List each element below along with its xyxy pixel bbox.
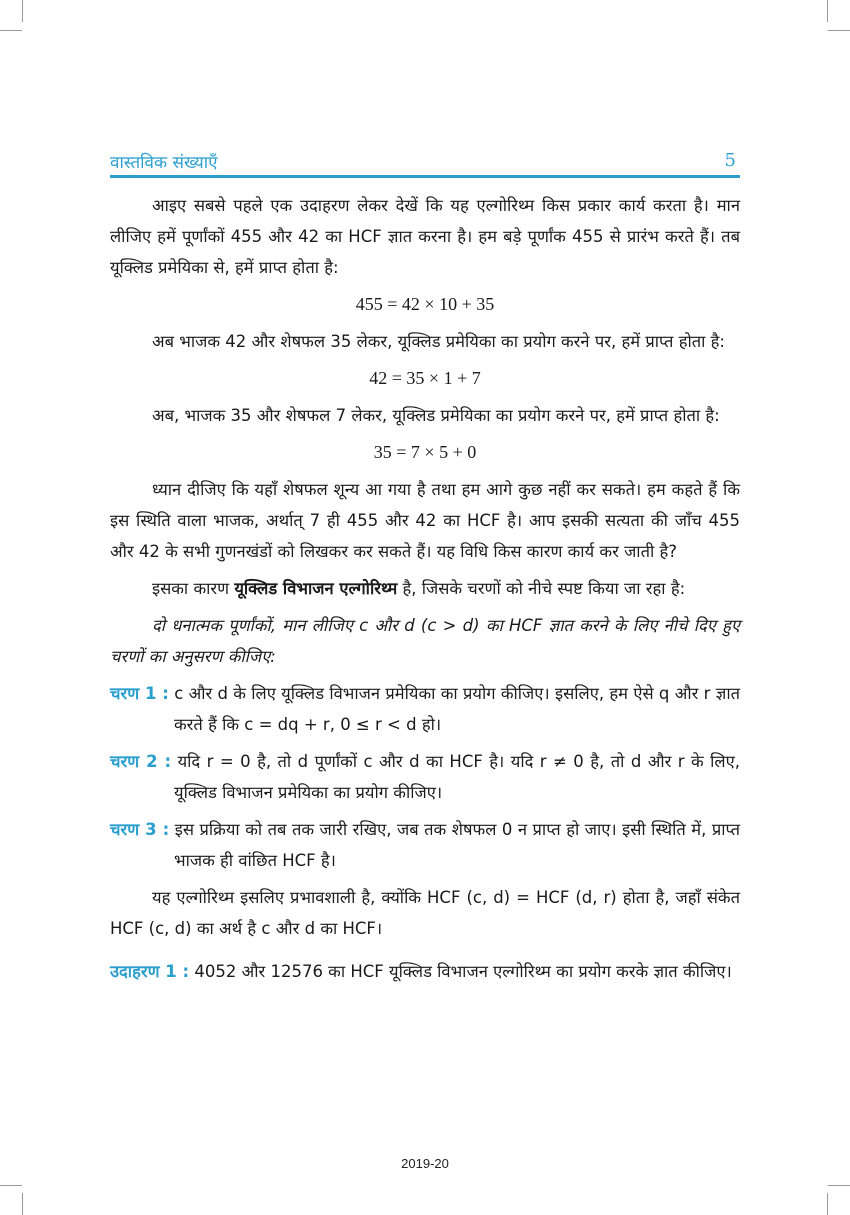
paragraph-italic: दो धनात्मक पूर्णांकों, मान लीजिए c और d (c > d) का HCF ज्ञात करने के लिए नीचे दिए हुए चरणों का अनुसरण कीजिए: [110, 616, 740, 666]
page-body [110, 190, 740, 987]
chapter-title: वास्तविक संख्याएँ [110, 153, 218, 173]
crop-mark [827, 1193, 828, 1215]
step-label: चरण 2 : [110, 752, 172, 771]
crop-mark [828, 30, 850, 31]
example-label: उदाहरण 1 : [110, 962, 190, 981]
step-text: c और d के लिए यूक्लिड विभाजन प्रमेयिका का प्रयोग कीजिए। इसलिए, हम ऐसे q और r ज्ञात करते हैं कि c = dq + r, 0 ≤ r < d हो। [174, 684, 740, 734]
paragraph [110, 573, 740, 604]
step-item [110, 746, 740, 808]
running-header [110, 150, 740, 174]
page-number: 5 [724, 150, 736, 171]
algorithm-name: यूक्लिड विभाजन एल्गोरिथ्म [234, 579, 398, 598]
paragraph: यह एल्गोरिथ्म इसलिए प्रभावशाली है, क्योंकि HCF (c, d) = HCF (d, r) होता है, जहाँ संकेत HCF (c, d) का अर्थ है c और d का HCF। [110, 888, 740, 938]
header-rule [110, 175, 740, 178]
paragraph: आइए सबसे पहले एक उदाहरण लेकर देखें कि यह एल्गोरिथ्म किस प्रकार कार्य करता है। मान लीजिए हमें पूर्णांकों 455 और 42 का HCF ज्ञात करना है। हम बड़े पूर्णांक 455 से प्रारंभ करते हैं। तब यूक्लिड प्रमेयिका से, हमें प्राप्त होता है: [110, 196, 740, 277]
example-item [110, 956, 740, 987]
crop-mark [828, 1185, 850, 1186]
equation: 35 = 7 × 5 + 0 [373, 442, 477, 462]
step-text: इस प्रक्रिया को तब तक जारी रखिए, जब तक शेषफल 0 न प्राप्त हो जाए। इसी स्थिति में, प्राप्त भाजक ही वांछित HCF है। [174, 820, 741, 870]
crop-mark [0, 1185, 22, 1186]
text-run: है, जिसके चरणों को नीचे स्पष्ट किया जा रहा है: [397, 579, 686, 598]
footer-year: 2019-20 [401, 1156, 449, 1171]
paragraph: ध्यान दीजिए कि यहाँ शेषफल शून्य आ गया है तथा हम आगे कुछ नहीं कर सकते। हम कहते हैं कि इस स्थिति वाला भाजक, अर्थात् 7 ही 455 और 42 का HCF है। आप इसकी सत्यता की जाँच 455 और 42 के सभी गुणनखंडों को लिखकर कर सकते हैं। यह विधि किस कारण कार्य कर जाती है? [110, 480, 740, 561]
paragraph: अब, भाजक 35 और शेषफल 7 लेकर, यूक्लिड प्रमेयिका का प्रयोग करने पर, हमें प्राप्त होता है: [152, 406, 720, 425]
crop-mark [0, 30, 22, 31]
step-item [110, 814, 740, 876]
text-run: इसका कारण [152, 579, 235, 598]
step-item [110, 678, 740, 740]
step-label: चरण 3 : [110, 820, 170, 839]
equation: 455 = 42 × 10 + 35 [355, 294, 495, 314]
crop-mark [22, 0, 23, 22]
crop-mark [827, 0, 828, 22]
step-text: यदि r = 0 है, तो d पूर्णांकों c और d का HCF है। यदि r ≠ 0 है, तो d और r के लिए, यूक्लिड विभाजन प्रमेयिका का प्रयोग कीजिए। [174, 752, 740, 802]
example-text: 4052 और 12576 का HCF यूक्लिड विभाजन एल्गोरिथ्म का प्रयोग करके ज्ञात कीजिए। [194, 962, 732, 981]
crop-mark [22, 1193, 23, 1215]
paragraph: अब भाजक 42 और शेषफल 35 लेकर, यूक्लिड प्रमेयिका का प्रयोग करने पर, हमें प्राप्त होता है: [152, 332, 725, 351]
equation: 42 = 35 × 1 + 7 [369, 368, 481, 388]
step-label: चरण 1 : [110, 684, 169, 703]
